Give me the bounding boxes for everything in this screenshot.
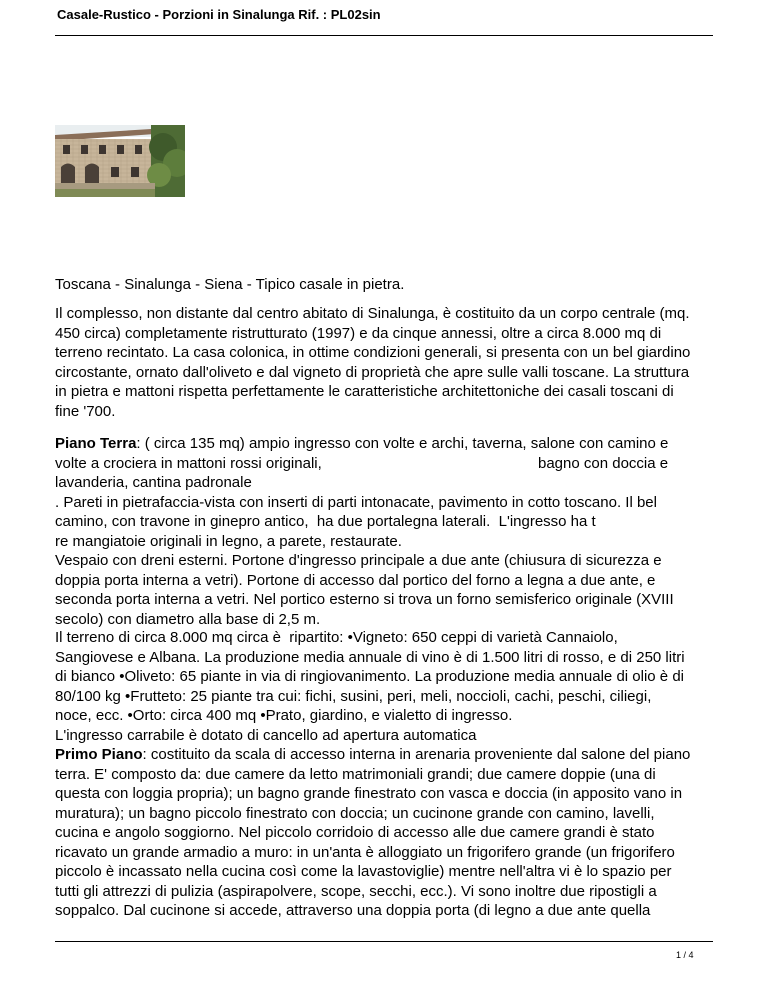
paragraph-line: 80/100 kg •Frutteto: 25 piante tra cui: fichi, susini, peri, meli, noccioli, cachi, peschi, ciliegi, — [55, 687, 652, 705]
paragraph-line: tutti gli attrezzi di pulizia (aspirapolvere, scope, secchi, ecc.). Vi sono inoltre due ripostigli a — [55, 882, 657, 900]
paragraph-line: Sangiovese e Albana. La produzione media annuale di vino è di 1.500 litri di rosso, e di 250 litri — [55, 648, 685, 666]
paragraph-line: ricavato un grande armadio a muro: in un'anta è alloggiato un frigorifero grande (un frigorifero — [55, 843, 675, 861]
stone-farmhouse-image — [55, 125, 185, 197]
paragraph-line — [55, 434, 715, 454]
paragraph-line: doppia porta interna a vetri). Portone di accesso dal portico del forno a legna a due ante, e — [55, 571, 656, 589]
intro-line: Toscana - Sinalunga - Siena - Tipico casale in pietra. — [55, 276, 405, 293]
paragraph-line: seconda porta interna a vetri. Nel portico esterno si trova un forno semisferico originale (XVIII — [55, 591, 674, 608]
house-photo — [55, 125, 185, 197]
paragraph-line: bagno con doccia e — [538, 454, 669, 472]
paragraph-line: cucina e angolo soggiorno. Nel piccolo corridoio di accesso alle due camere grandi è stato — [55, 824, 655, 841]
paragraph-line: camino, con travone in ginepro antico, ha due portalegna laterali. L'ingresso ha t — [55, 513, 596, 530]
paragraph-line: terra. E' composto da: due camere da letto matrimoniali grandi; due camere doppie (una di — [55, 765, 656, 783]
paragraph-line: circostante, ornato dall'oliveto e dal vigneto di proprietà che apre sulle valli toscane. La struttura — [55, 363, 690, 381]
paragraph-line: Il complesso, non distante dal centro abitato di Sinalunga, è costituito da un corpo centrale (mq. — [55, 305, 690, 322]
paragraph-line: soppalco. Dal cucinone si accede, attraverso una doppia porta (di legno a due ante quella — [55, 902, 651, 919]
section-heading: Primo Piano — [55, 746, 143, 763]
paragraph-line: fine '700. — [55, 402, 116, 420]
paragraph-line: L'ingresso carrabile è dotato di cancello ad apertura automatica — [55, 726, 477, 744]
paragraph-line: lavanderia, cantina padronale — [55, 474, 252, 491]
paragraph-line: muratura); un bagno piccolo finestrato con doccia; un cucinone grande con camino, lavelli, — [55, 804, 655, 822]
page-number: 1 / 4 — [676, 950, 694, 960]
footer-divider — [55, 941, 713, 942]
section-text: : ( circa 135 mq) ampio ingresso con volte e archi, taverna, salone con camino e — [136, 435, 669, 452]
paragraph-line: re mangiatoie originali in legno, a parete, restaurate. — [55, 532, 402, 550]
paragraph-line: . Pareti in pietrafaccia-vista con inserti di parti intonacate, pavimento in cotto toscano. Il bel — [55, 493, 657, 511]
page-header-title: Casale-Rustico - Porzioni in Sinalunga Rif. : PL02sin — [57, 7, 381, 22]
paragraph-line: Il terreno di circa 8.000 mq circa è ripartito: •Vigneto: 650 ceppi di varietà Cannaiolo, — [55, 629, 618, 646]
header-divider — [55, 35, 713, 36]
paragraph-line — [55, 745, 715, 765]
paragraph-line: terreno recintato. La casa colonica, in ottime condizioni generali, si presenta con un bel giardino — [55, 344, 691, 361]
paragraph-line: volte a crociera in mattoni rossi originali, — [55, 454, 322, 472]
paragraph-line: 450 circa) completamente ristrutturato (1997) e da cinque annessi, oltre a circa 8.000 mq di — [55, 324, 662, 342]
paragraph-line: secolo) con diametro alla base di 2,5 m. — [55, 610, 321, 628]
paragraph-line: piccolo è incassato nella cucina così come la lavastoviglie) mentre nell'altra vi è lo spazio per — [55, 863, 672, 880]
paragraph-line: questa con loggia propria); un bagno grande finestrato con vasca e doccia (in apposito vano in — [55, 785, 683, 802]
section-text: : costituito da scala di accesso interna in arenaria proveniente dal salone del piano — [142, 746, 691, 763]
section-heading: Piano Terra — [55, 435, 137, 452]
paragraph-line: di bianco •Oliveto: 65 piante in via di ringiovanimento. La produzione media annuale di olio è di — [55, 668, 684, 685]
paragraph-line: noce, ecc. •Orto: circa 400 mq •Prato, giardino, e vialetto di ingresso. — [55, 707, 513, 724]
paragraph-line: in pietra e mattoni rispetta perfettamente le caratteristiche architettoniche dei casali toscani di — [55, 383, 674, 400]
paragraph-line: Vespaio con dreni esterni. Portone d'ingresso principale a due ante (chiusura di sicurezza e — [55, 552, 662, 569]
